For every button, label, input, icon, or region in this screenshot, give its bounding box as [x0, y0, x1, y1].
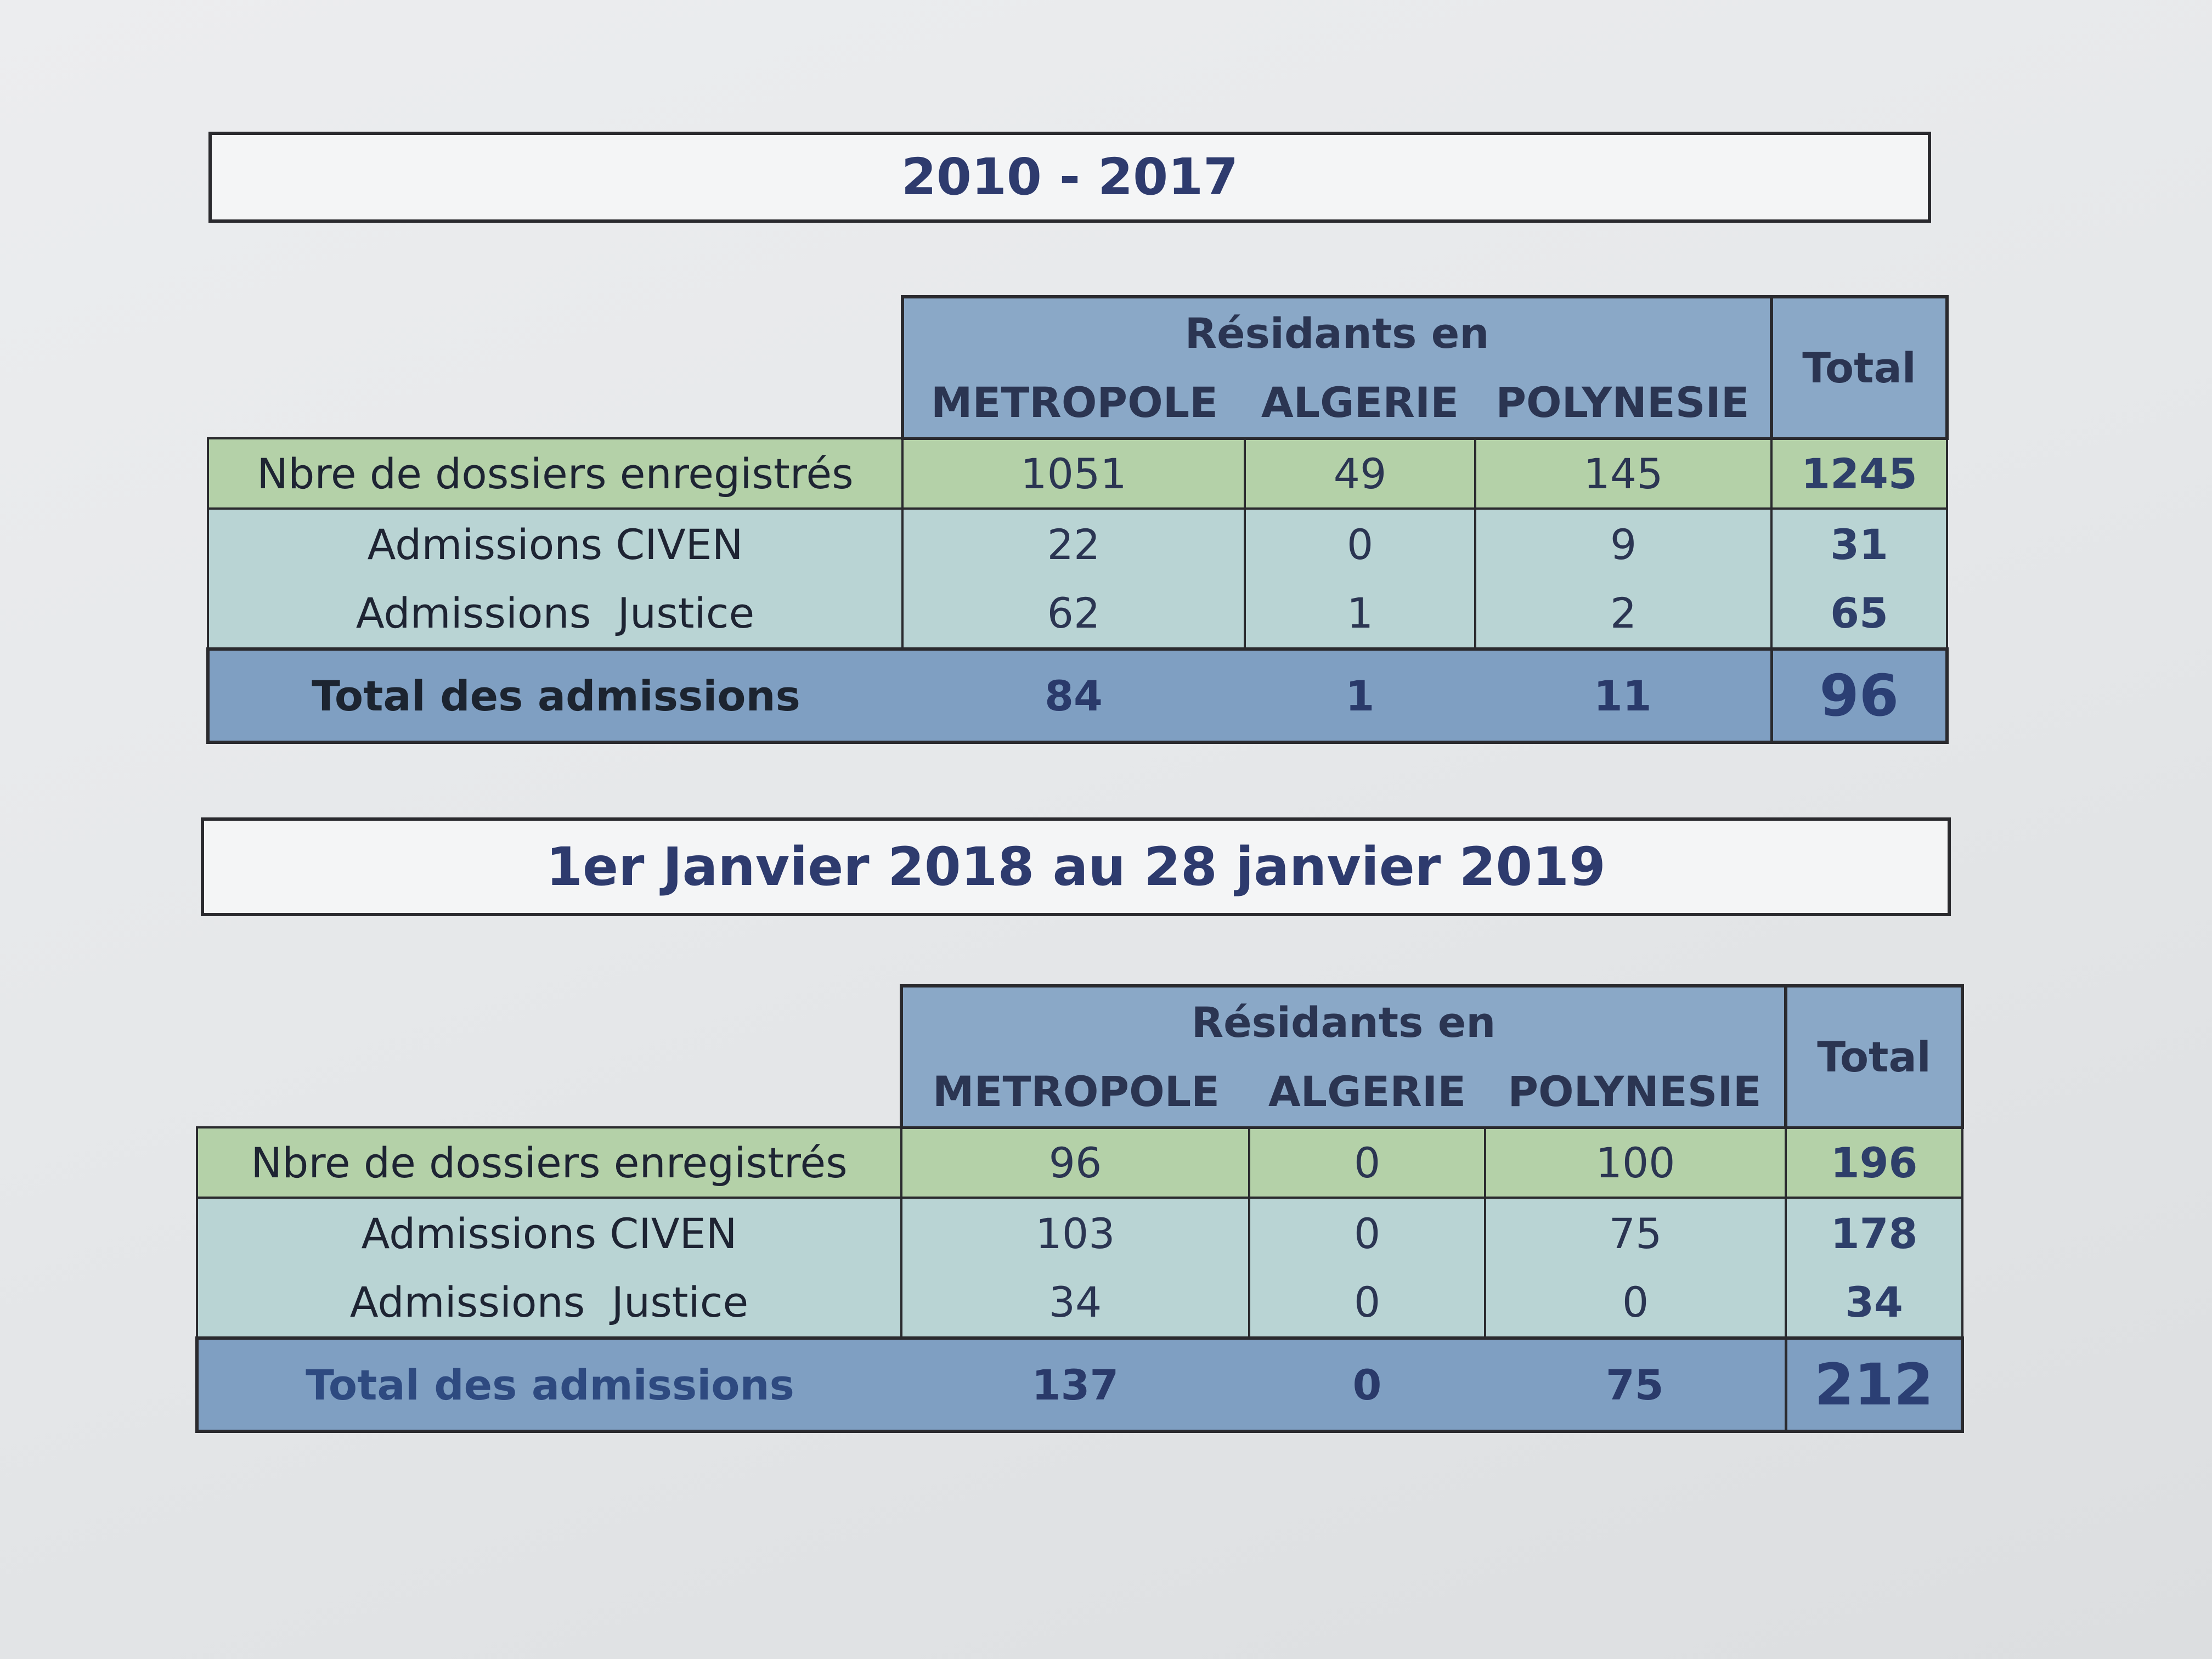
- cell-algerie: 0: [1245, 509, 1475, 579]
- row-label: Admissions Justice: [208, 579, 902, 649]
- cell-total: 196: [1786, 1127, 1962, 1198]
- cell-metropole: 34: [901, 1268, 1249, 1338]
- period-title-2018-2019: 1er Janvier 2018 au 28 janvier 2019: [201, 817, 1951, 916]
- column-header-total: Total: [1786, 986, 1962, 1127]
- cell-algerie: 0: [1249, 1338, 1485, 1431]
- stats-table-2010-2017: [206, 295, 1949, 744]
- row-label: Total des admissions: [208, 649, 902, 742]
- cell-total: 65: [1771, 579, 1947, 649]
- cell-metropole: 84: [902, 649, 1245, 742]
- cell-metropole: 22: [902, 509, 1245, 579]
- table-row-civen: [208, 509, 1947, 579]
- cell-algerie: 0: [1249, 1268, 1485, 1338]
- cell-grand-total: 96: [1771, 649, 1947, 742]
- blank-corner: [208, 297, 902, 438]
- cell-polynesie: 100: [1485, 1127, 1786, 1198]
- cell-algerie: 0: [1249, 1198, 1485, 1268]
- cell-metropole: 62: [902, 579, 1245, 649]
- table-row-total-admissions: [208, 649, 1947, 742]
- header-row-group: [208, 297, 1947, 368]
- row-label: Admissions CIVEN: [197, 1198, 901, 1268]
- cell-total: 178: [1786, 1198, 1962, 1268]
- cell-polynesie: 145: [1475, 438, 1771, 509]
- row-label: Nbre de dossiers enregistrés: [197, 1127, 901, 1198]
- cell-algerie: 1: [1245, 649, 1475, 742]
- column-header-polynesie: POLYNESIE: [1485, 1057, 1786, 1127]
- cell-algerie: 0: [1249, 1127, 1485, 1198]
- column-header-polynesie: POLYNESIE: [1475, 368, 1771, 438]
- cell-polynesie: 75: [1485, 1338, 1786, 1431]
- cell-total: 31: [1771, 509, 1947, 579]
- row-label: Nbre de dossiers enregistrés: [208, 438, 902, 509]
- cell-grand-total: 212: [1786, 1338, 1962, 1431]
- row-label: Admissions Justice: [197, 1268, 901, 1338]
- cell-algerie: 1: [1245, 579, 1475, 649]
- cell-polynesie: 2: [1475, 579, 1771, 649]
- row-label: Admissions CIVEN: [208, 509, 902, 579]
- column-header-metropole: METROPOLE: [902, 368, 1245, 438]
- period-title-2010-2017: 2010 - 2017: [208, 132, 1931, 223]
- table-row-justice: [197, 1268, 1962, 1338]
- column-header-metropole: METROPOLE: [901, 1057, 1249, 1127]
- cell-metropole: 96: [901, 1127, 1249, 1198]
- table-row-registered: [197, 1127, 1962, 1198]
- header-row-group: [197, 986, 1962, 1057]
- column-header-algerie: ALGERIE: [1245, 368, 1475, 438]
- table-row-registered: [208, 438, 1947, 509]
- cell-total: 1245: [1771, 438, 1947, 509]
- cell-metropole: 103: [901, 1198, 1249, 1268]
- group-header: Résidants en: [901, 986, 1786, 1057]
- cell-total: 34: [1786, 1268, 1962, 1338]
- table-row-civen: [197, 1198, 1962, 1268]
- cell-polynesie: 0: [1485, 1268, 1786, 1338]
- column-header-algerie: ALGERIE: [1249, 1057, 1485, 1127]
- cell-algerie: 49: [1245, 438, 1475, 509]
- row-label: Total des admissions: [197, 1338, 901, 1431]
- cell-metropole: 137: [901, 1338, 1249, 1431]
- stats-table-2018-2019: [195, 984, 1964, 1433]
- group-header: Résidants en: [902, 297, 1771, 368]
- table-row-justice: [208, 579, 1947, 649]
- cell-polynesie: 9: [1475, 509, 1771, 579]
- column-header-total: Total: [1771, 297, 1947, 438]
- cell-metropole: 1051: [902, 438, 1245, 509]
- cell-polynesie: 75: [1485, 1198, 1786, 1268]
- table-row-total-admissions: [197, 1338, 1962, 1431]
- blank-corner: [197, 986, 901, 1127]
- cell-polynesie: 11: [1475, 649, 1771, 742]
